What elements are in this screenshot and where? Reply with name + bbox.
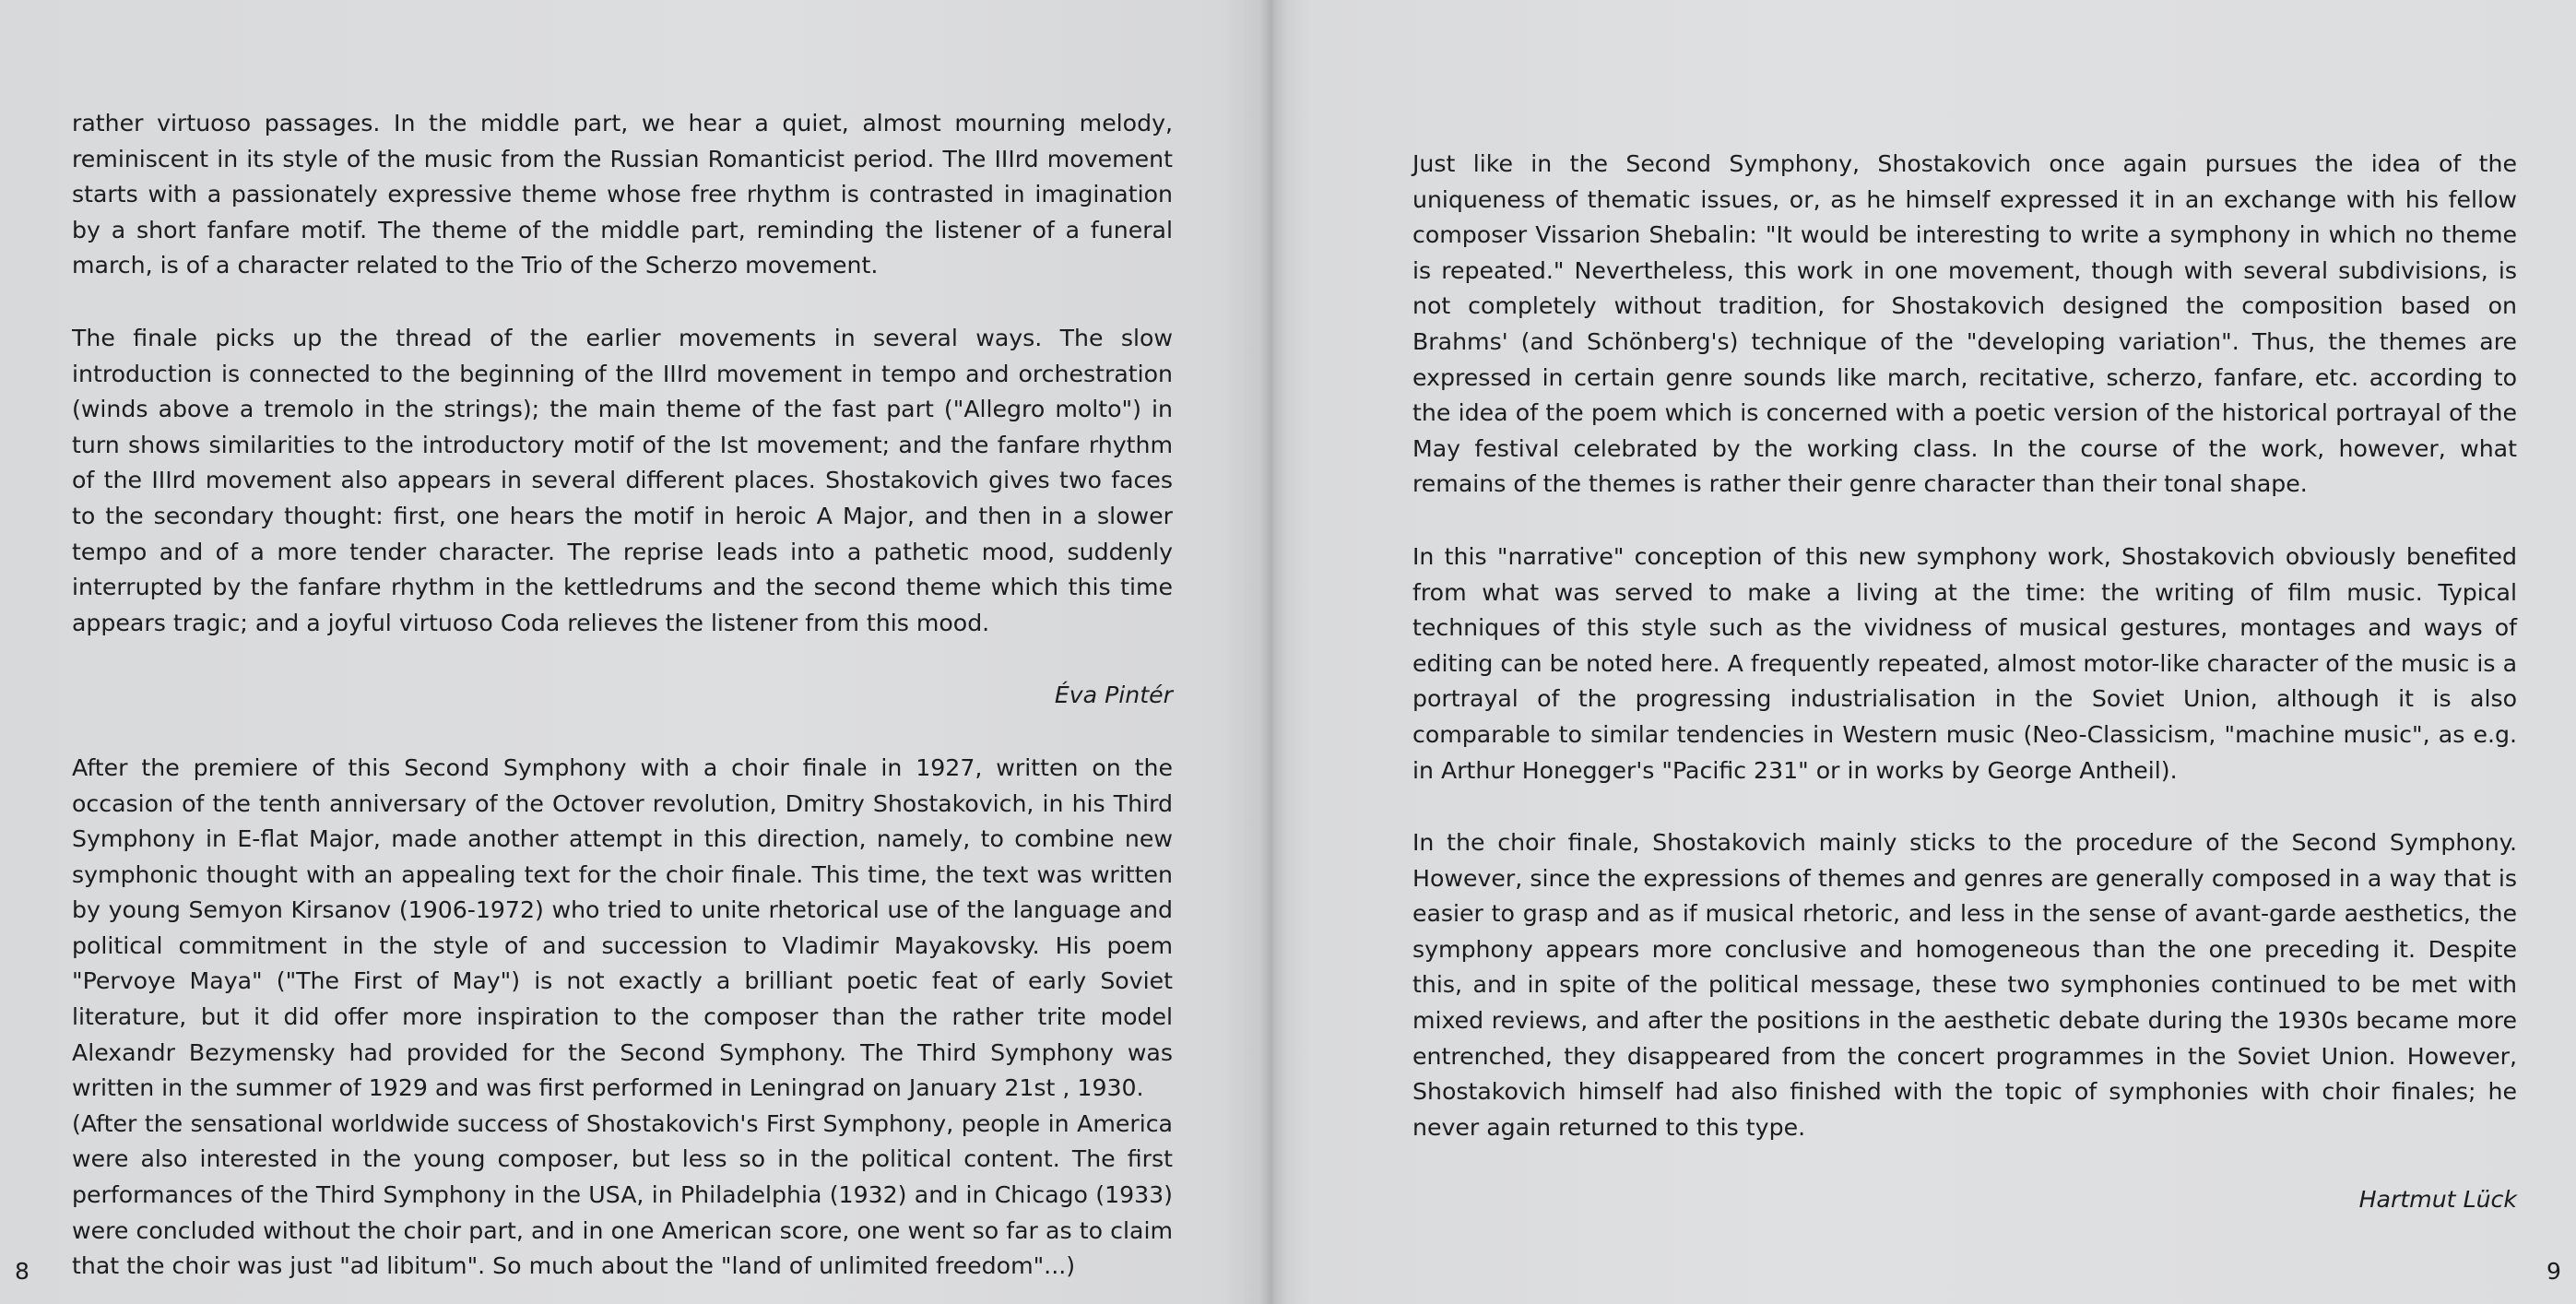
left-text-column — [72, 106, 1173, 1285]
right-paragraph-2: In this "narrative" conception of this new symphony work, Shostakovich obviously benefited from what was served to make a living at the time: the writing of film music. Typical techniques of this style such as the vividness of musical gestures, montages and ways of editing can be noted here. A frequently repeated, almost motor-like character of the music is a portrayal of the progressing industrialisation in the Soviet Union, although it is also comparable to similar tendencies in Western music (Neo-Classicism, "machine music", as e.g. in Arthur Honegger's "Pacific 231" or in works by George Antheil). — [1412, 542, 2517, 784]
page-number-right: 9 — [2546, 1258, 2561, 1285]
author-signature-lueck: Hartmut Lück — [2358, 1186, 2517, 1214]
binding-gutter — [1259, 0, 1287, 1304]
right-text-column — [1412, 147, 2517, 1255]
page-number-left: 8 — [15, 1258, 30, 1285]
left-paragraph-3: After the premiere of this Second Symphony with a choir finale in 1927, written on the occasion of the tenth anniversary of the Octover revolution, Dmitry Shostakovich, in his Third Symphony in E-flat Major, made another attempt in this direction, namely, to combine new symphonic thought with an appealing text for the choir finale. This time, the text was written by young Semyon Kirsanov (1906-1972) who tried to unite rhetorical use of the language and political commitment in the style of and succession to Vladimir Mayakovsky. His poem "Pervoye Maya" ("The First of May") is not exactly a brilliant poetic feat of early Soviet literature, but it did offer more inspiration to the composer than the rather trite model Alexandr Bezymensky had provided for the Second Symphony. The Third Symphony was written in the summer of 1929 and was first performed in Leningrad on January 21st , 1930. — [72, 753, 1173, 1102]
author-signature-pinter: Éva Pintér — [1054, 682, 1173, 709]
left-paragraph-1: rather virtuoso passages. In the middle part, we hear a quiet, almost mourning melody, reminiscent in its style of the music from the Russian Romanticist period. The IIIrd movement starts with a passionately expressive theme whose free rhythm is contrasted in imagination by a short fanfare motif. The theme of the middle part, reminding the listener of a funeral march, is of a character related to the Trio of the Scherzo movement. — [72, 110, 1173, 279]
left-paragraph-4: (After the sensational worldwide success of Shostakovich's First Symphony, people in America were also interested in the young composer, but less so in the political content. The first performances of the Third Symphony in the USA, in Philadelphia (1932) and in Chicago (1933) were concluded without the choir part, and in one American score, one went so far as to claim that the choir was just "ad libitum". So much about the "land of unlimited freedom"...) — [72, 1109, 1173, 1280]
left-paragraph-2: The finale picks up the thread of the earlier movements in several ways. The slow introduction is connected to the beginning of the IIIrd movement in tempo and orchestration (winds above a tremolo in the strings); the main theme of the fast part ("Allegro molto") in turn shows similarities to the introductory motif of the Ist movement; and the fanfare rhythm of the IIIrd movement also appears in several different places. Shostakovich gives two faces to the secondary thought: first, one hears the motif in heroic A Major, and then in a slower tempo and of a more tender character. The reprise leads into a pathetic mood, suddenly interrupted by the fanfare rhythm in the kettledrums and the second theme which this time appears tragic; and a joyful virtuoso Coda relieves the listener from this mood. — [72, 324, 1173, 636]
right-paragraph-1: Just like in the Second Symphony, Shostakovich once again pursues the idea of the uniqueness of thematic issues, or, as he himself expressed it in an exchange with his fellow composer Vissarion Shebalin: "It would be interesting to write a symphony in which no theme is repeated." Nevertheless, this work in one movement, though with several subdivisions, is not completely without tradition, for Shostakovich designed the composition based on Brahms' (and Schönberg's) technique of the "developing variation". Thus, the themes are expressed in certain genre sounds like march, recitative, scherzo, fanfare, etc. according to the idea of the poem which is concerned with a poetic version of the historical portrayal of the May festival celebrated by the working class. In the course of the work, however, what remains of the themes is rather their genre character than their tonal shape. — [1412, 150, 2517, 498]
left-page — [0, 0, 1272, 1304]
right-paragraph-3: In the choir finale, Shostakovich mainly sticks to the procedure of the Second Symphony. However, since the expressions of themes and genres are generally composed in a way that is easier to grasp and as if musical rhetoric, and less in the sense of avant-garde aesthetics, the symphony appears more conclusive and homogeneous than the one preceding it. Despite this, and in spite of the political message, these two symphonies continued to be met with mixed reviews, and after the positions in the aesthetic debate during the 1930s became more entrenched, they disappeared from the concert programmes in the Soviet Union. However, Shostakovich himself had also finished with the topic of symphonies with choir finales; he never again returned to this type. — [1412, 829, 2517, 1141]
